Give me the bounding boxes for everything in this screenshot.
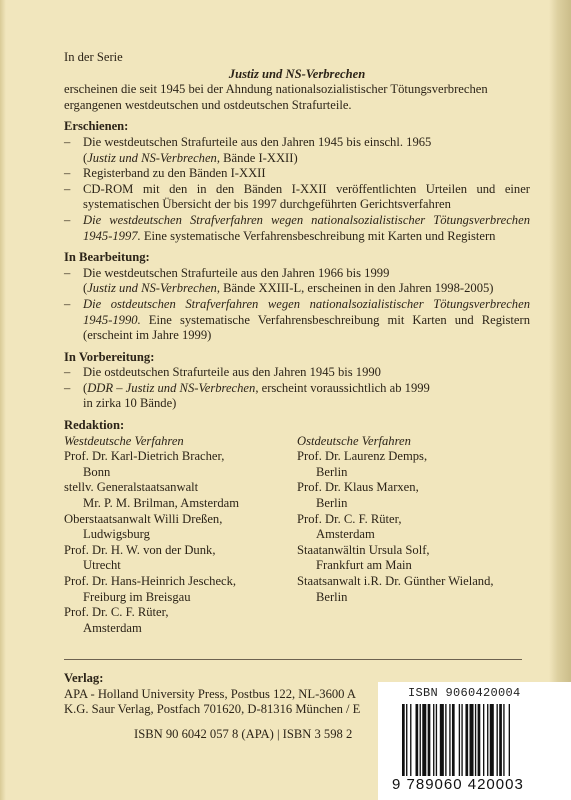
isbn-line: ISBN 90 6042 057 8 (APA) | ISBN 3 598 2 xyxy=(134,727,353,741)
list-item: – (DDR – Justiz und NS-Verbrechen, erscheint voraussichtlich ab 1999 in zirka 10 Bände) xyxy=(64,380,430,411)
publisher-heading: Verlag: xyxy=(64,671,104,685)
editors-west xyxy=(64,434,297,637)
barcode-bar xyxy=(499,704,502,776)
list-item: – Die westdeutschen Strafurteile aus den Jahren 1966 bis 1999 xyxy=(64,265,390,280)
barcode-bar xyxy=(445,704,446,776)
intro-text: In der Serie xyxy=(64,50,123,64)
barcode-bar xyxy=(440,704,444,776)
barcode-bar xyxy=(410,704,411,776)
barcode-bar xyxy=(475,704,476,776)
list-item-continuation: (Justiz und NS-Verbrechen, Bände I-XXII) xyxy=(83,150,298,165)
section-heading-erschienen: Erschienen: xyxy=(64,119,129,134)
editor-entry: Prof. Dr. C. F. Rüter, Amsterdam xyxy=(64,605,169,635)
barcode-bar xyxy=(487,704,488,776)
list-item: – Die ostdeutschen Strafurteile aus den Jahren 1945 bis 1990 xyxy=(64,365,381,380)
barcode-bar xyxy=(449,704,450,776)
editor-entry: Oberstaatsanwalt Willi Dreßen, Ludwigsburg xyxy=(64,511,223,542)
editors-columns xyxy=(64,434,530,637)
editor-entry: Staatanwältin Ursula Solf, Frankfurt am Main xyxy=(297,542,430,573)
list-item: – Die ostdeutschen Strafverfahren wegen nationalsozialistischer Tötungsverbrechen 1945-1990. Eine systematische Verfahrensbeschreibung mit Karten und Registern (erscheint im Jahre 1999) xyxy=(64,296,530,343)
editor-entry: Prof. Dr. C. F. Rüter, Amsterdam xyxy=(297,511,402,542)
barcode-icon xyxy=(402,704,552,776)
section-heading-redaktion: Redaktion: xyxy=(64,418,125,433)
cover-text xyxy=(64,50,530,636)
barcode-bar xyxy=(406,704,407,776)
editors-east xyxy=(297,434,530,637)
cover-edge-left xyxy=(0,0,6,800)
barcode-digits: 9 789060 420003 xyxy=(392,776,524,793)
barcode-bar xyxy=(428,704,431,776)
barcode-label xyxy=(378,682,571,800)
series-title: Justiz und NS-Verbrechen xyxy=(228,66,366,81)
barcode-bar xyxy=(478,704,481,776)
barcode-bar xyxy=(483,704,484,776)
barcode-bar xyxy=(470,704,474,776)
barcode-bar xyxy=(433,704,434,776)
editor-entry: Prof. Dr. H. W. von der Dunk, Utrecht xyxy=(64,542,216,573)
barcode-bar xyxy=(420,704,421,776)
east-heading: Ostdeutsche Verfahren xyxy=(297,433,411,448)
editor-entry: Prof. Dr. Hans-Heinrich Jescheck, Freiburg im Breisgau xyxy=(64,574,237,604)
list-item: – CD-ROM mit den in den Bänden I-XXII veröffentlichten Urteilen und einer systematischen Übersicht der bis 1997 durchgeführten Gerichtsverfahren xyxy=(64,181,530,212)
barcode-bar xyxy=(402,704,405,776)
editor-entry: Prof. Dr. Klaus Marxen, Berlin xyxy=(297,480,419,511)
editor-entry: Prof. Dr. Karl-Dietrich Bracher, Bonn xyxy=(64,449,225,479)
barcode-bar xyxy=(465,704,468,776)
list-item-continuation: (Justiz und NS-Verbrechen, Bände XXIII-L, erscheinen in den Jahren 1998-2005) xyxy=(83,281,494,296)
list-item: – Registerband zu den Bänden I-XXII xyxy=(64,166,266,181)
barcode-bar xyxy=(503,704,504,776)
barcode-bar xyxy=(490,704,494,776)
barcode-bar xyxy=(459,704,460,776)
section-heading-vorbereitung: In Vorbereitung: xyxy=(64,349,155,364)
barcode-bar xyxy=(436,704,437,776)
list-item: – Die westdeutschen Strafverfahren wegen nationalsozialistischer Tötungsverbrechen 1945-1997. Eine systematische Verfahrensbeschreibung mit Karten und Registern xyxy=(64,212,530,243)
barcode-bar xyxy=(509,704,510,776)
barcode-bar xyxy=(422,704,426,776)
barcode-bar xyxy=(416,704,419,776)
editor-entry: Prof. Dr. Laurenz Demps, Berlin xyxy=(297,449,428,479)
barcode-bar xyxy=(452,704,455,776)
west-heading: Westdeutsche Verfahren xyxy=(64,433,184,448)
publisher-line: APA - Holland University Press, Postbus 122, NL-3600 A xyxy=(64,686,357,701)
editor-entry: Staatsanwalt i.R. Dr. Günther Wieland, Berlin xyxy=(297,574,494,604)
barcode-bar xyxy=(461,704,462,776)
publisher-line: K.G. Saur Verlag, Postfach 701620, D-81316 München / E xyxy=(64,702,361,717)
section-heading-bearbeitung: In Bearbeitung: xyxy=(64,250,150,265)
cover-edge-right xyxy=(549,0,571,800)
barcode-isbn-text: ISBN 9060420004 xyxy=(408,686,521,700)
series-description: erscheinen die seit 1945 bei der Ahndung nationalsozialistischer Tötungsverbrechen ergangenen westdeutschen und ostdeutschen Strafurteile. xyxy=(64,82,488,112)
barcode-bar xyxy=(497,704,498,776)
divider-rule xyxy=(64,659,522,660)
editor-entry: stellv. Generalstaatsanwalt Mr. P. M. Brilman, Amsterdam xyxy=(64,480,240,511)
list-item: – Die westdeutschen Strafurteile aus den Jahren 1945 bis einschl. 1965 xyxy=(64,134,432,149)
